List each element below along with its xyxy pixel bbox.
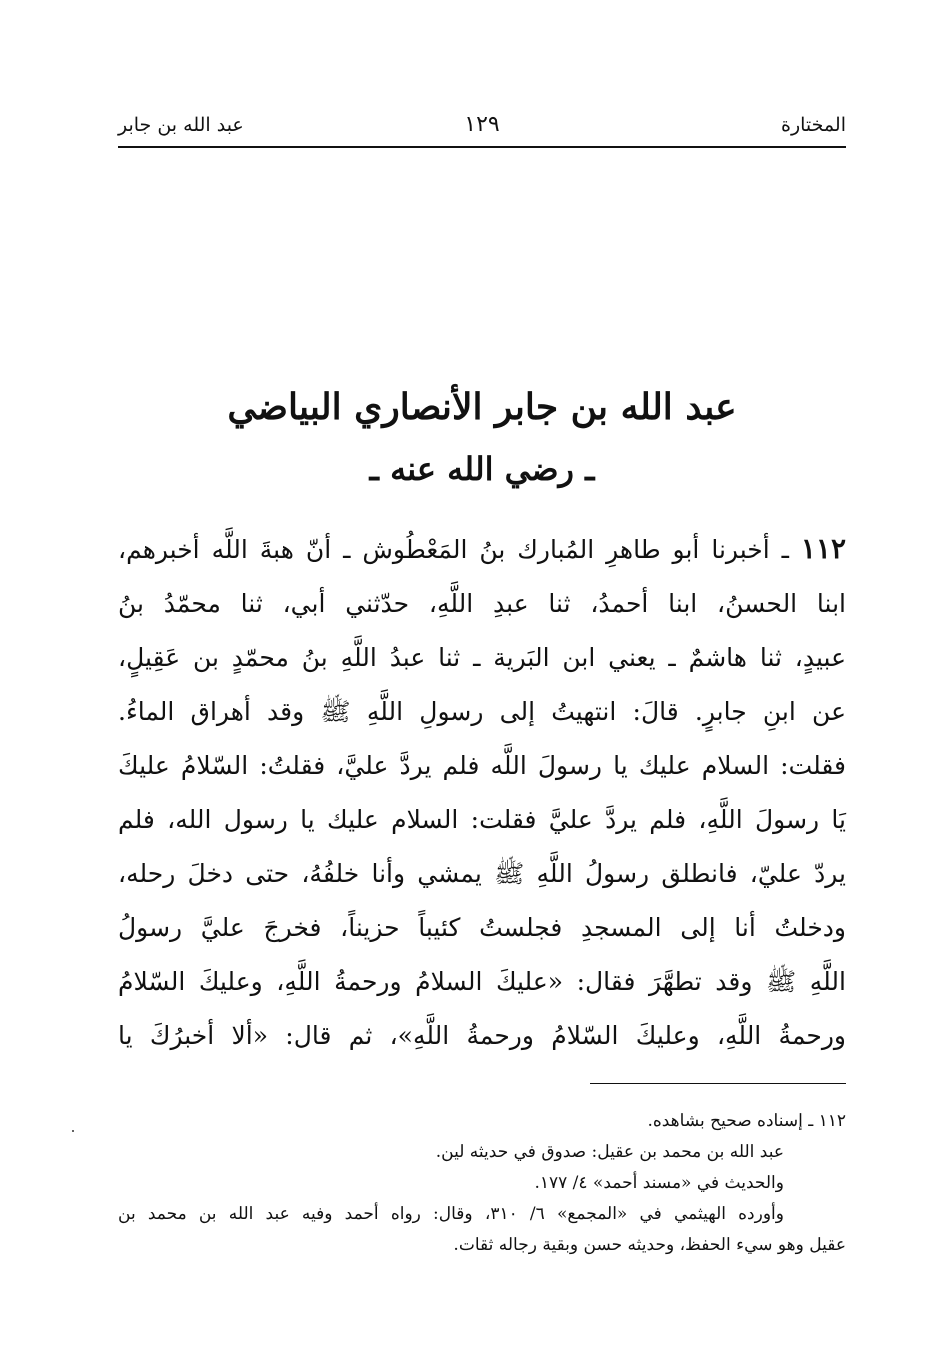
running-header bbox=[118, 112, 846, 144]
hadith-number: ١١٢ bbox=[800, 532, 846, 565]
hadith-line: اللَّهِ ﷺ وقد تطهَّرَ فقال: «عليكَ السلامُ ورحمةُ اللَّهِ، وعليكَ السّلامُ bbox=[118, 967, 846, 996]
section-subtitle: ـ رضي الله عنه ـ bbox=[369, 450, 595, 488]
footnotes bbox=[118, 1106, 846, 1261]
footnote-line: ١١٢ ـ إسناده صحيح بشاهده. bbox=[647, 1111, 846, 1131]
hadith-line: عبيدٍ، ثنا هاشمٌ ـ يعني ابن البَرية ـ ثنا عبدُ اللَّهِ بنُ محمّدٍ بن عَقِيلٍ، bbox=[118, 643, 846, 672]
footnote-line: والحديث في «مسند أحمد» ٤/ ١٧٧. bbox=[534, 1173, 784, 1193]
header-page-number: ١٢٩ bbox=[464, 112, 500, 137]
footnote-divider bbox=[590, 1083, 846, 1084]
hadith-line: ودخلتُ أنا إلى المسجدِ فجلستُ كئيباً حزيناً، فخرجَ عليَّ رسولُ bbox=[118, 913, 846, 942]
scan-speck bbox=[72, 1130, 74, 1132]
hadith-line: يَا رسولَ اللَّهِ، فلم يردَّ عليَّ فقلت: السلام عليك يا رسول الله، فلم bbox=[118, 805, 846, 834]
header-divider bbox=[118, 146, 846, 148]
section-title: عبد الله بن جابر الأنصاري البياضي bbox=[227, 386, 737, 428]
footnote-line: عبد الله بن محمد بن عقيل: صدوق في حديثه لين. bbox=[435, 1142, 784, 1162]
footnote-line: وأورده الهيثمي في «المجمع» ٦/ ٣١٠، وقال: رواه أحمد وفيه عبد الله بن محمد بن bbox=[118, 1204, 784, 1224]
hadith-line: عن ابنِ جابرٍ. قالَ: انتهيتُ إلى رسولِ اللَّهِ ﷺ وقد أهراق الماءُ. bbox=[118, 697, 846, 726]
hadith-line: ابنا الحسنُ، ابنا أحمدُ، ثنا عبدِ اللَّهِ، حدّثني أبي، ثنا محمّدُ بنُ bbox=[118, 589, 846, 618]
hadith-line: يردّ عليّ، فانطلق رسولُ اللَّهِ ﷺ يمشي وأنا خلفُهُ، حتى دخلَ رحله، bbox=[118, 859, 846, 888]
hadith-line: ١١٢ ـ أخبرنا أبو طاهرِ المُبارك بنُ المَعْطُوش ـ أنّ هبةَ اللَّه أخبرهم، bbox=[118, 532, 846, 565]
hadith-line: فقلت: السلام عليك يا رسولَ اللَّه فلم يردَّ عليَّ، فقلتُ: السّلامُ عليكَ bbox=[118, 751, 846, 780]
hadith-text bbox=[118, 522, 846, 1063]
footnote-line: عقيل وهو سيء الحفظ، وحديثه حسن وبقية رجاله ثقات. bbox=[453, 1235, 846, 1255]
hadith-line: ورحمةُ اللَّهِ، وعليكَ السّلامُ ورحمةُ اللَّهِ»، ثم قال: «ألا أخبرُكَ يا bbox=[118, 1021, 846, 1050]
header-book-title: المختارة bbox=[781, 114, 846, 136]
header-chapter: عبد الله بن جابر bbox=[118, 114, 244, 136]
